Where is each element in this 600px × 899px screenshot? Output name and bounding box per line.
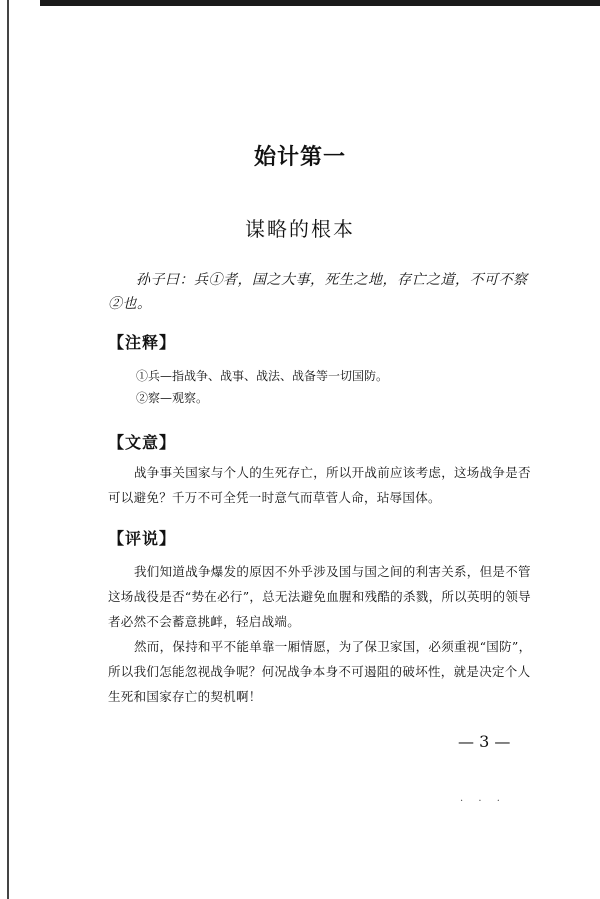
note-item-1: ①兵—指战争、战事、战法、战备等一切国防。	[136, 369, 389, 383]
chapter-title: 始计第一	[253, 145, 346, 170]
scan-specks: · · ·	[460, 796, 506, 807]
meaning-heading: 【文意】	[108, 433, 177, 452]
commentary-heading: 【评说】	[108, 529, 177, 548]
commentary-paragraph-2: 然而，保持和平不能单靠一厢情愿，为了保卫家国，必须重视“国防”，所以我们怎能忽视战争呢？何况战争本身不可遏阻的破坏性，就是决定个人生死和国家存亡的契机啊！	[108, 639, 532, 704]
note-item-2: ②察—观察。	[136, 391, 209, 405]
left-border-rule	[7, 0, 9, 899]
meaning-text: 战争事关国家与个人的生死存亡，所以开战前应该考虑，这场战争是否可以避免？千万不可全凭一时意气而草菅人命，玷辱国体。	[108, 465, 531, 505]
section-title: 谋略的根本	[245, 217, 355, 241]
original-text: 孙子曰：兵①者，国之大事，死生之地，存亡之道，不可不察②也。	[108, 272, 528, 312]
commentary-paragraph-1: 我们知道战争爆发的原因不外乎涉及国与国之间的利害关系，但是不管这场战役是否“势在必行”，总无法避免血腥和残酷的杀戮，所以英明的领导者必然不会蓄意挑衅，轻启战端。	[108, 564, 531, 629]
page-number: — 3 —	[458, 732, 511, 751]
notes-heading: 【注释】	[108, 333, 177, 352]
top-border-rule	[40, 0, 600, 6]
